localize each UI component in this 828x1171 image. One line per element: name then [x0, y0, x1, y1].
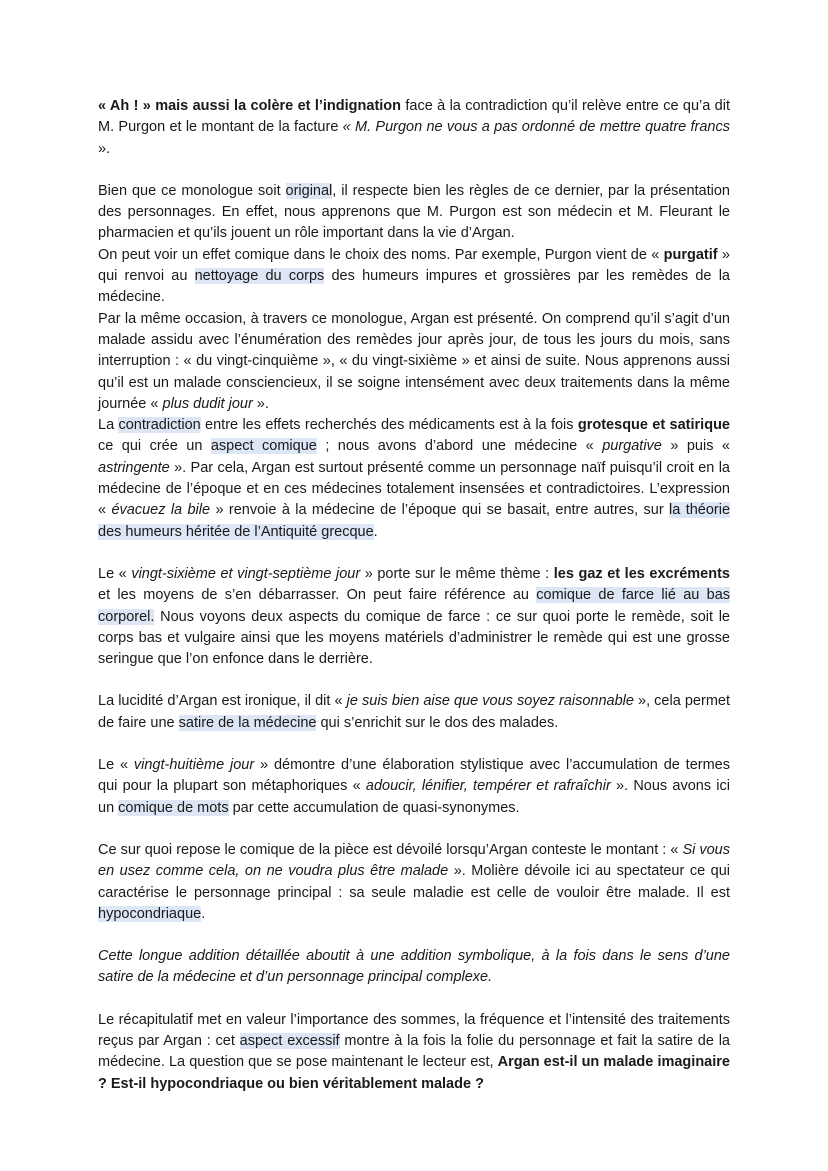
- italic-text: Si vous en usez comme cela, on ne voudra plus être malade: [98, 841, 730, 880]
- text-run: Bien que ce monologue soit: [98, 182, 286, 199]
- paragraph: [98, 564, 730, 670]
- text-run: des humeurs impures et grossières par les remèdes de la médecine.: [98, 268, 730, 306]
- highlighted-text: aspect comique: [210, 438, 317, 455]
- text-run: », cela permet de faire une: [98, 693, 730, 731]
- text-run: et les moyens de s’en débarrasser. On peut faire référence au: [98, 587, 537, 604]
- text-run: » qui renvoi au: [98, 246, 730, 285]
- document-body: [98, 96, 730, 1095]
- paragraph: [98, 946, 730, 989]
- text-run: La lucidité d’Argan est ironique, il dit «: [98, 693, 347, 710]
- paragraph: [98, 415, 730, 543]
- bold-text: « Ah ! » mais aussi la colère et l’indignation: [98, 98, 402, 114]
- text-run: Ce sur quoi repose le comique de la pièce est dévoilé lorsqu’Argan conteste le montant : «: [98, 841, 683, 858]
- italic-text: Cette longue addition détaillée aboutit à une addition symbolique, à la fois dans le sens d’une satire de la médecine et d’un personnage principal complexe.: [98, 948, 730, 986]
- text-run: » démontre d’une élaboration stylistique avec l’accumulation de termes qui pour la plupart son métaphoriques «: [98, 757, 730, 795]
- italic-text: évacuez la bile: [111, 502, 211, 519]
- italic-text: je suis bien aise que vous soyez raisonnable: [346, 693, 634, 710]
- paragraph: [98, 245, 730, 309]
- highlighted-text: nettoyage du corps: [194, 268, 325, 285]
- text-run: qui s’enrichit sur le dos des malades.: [316, 714, 559, 731]
- text-run: Le «: [98, 565, 132, 582]
- text-run: ».: [252, 395, 269, 412]
- text-run: Le «: [98, 757, 134, 774]
- text-run: ; nous avons d’abord une médecine «: [316, 438, 603, 455]
- text-run: entre les effets recherchés des médicaments est à la fois: [200, 417, 578, 434]
- text-run: » puis «: [661, 438, 730, 455]
- italic-text: astringente: [98, 459, 170, 476]
- text-run: La: [98, 417, 119, 434]
- highlighted-text: original: [285, 182, 333, 199]
- bold-text: Argan est-il un malade imaginaire ? Est-il hypocondriaque ou bien véritablement malade ?: [98, 1054, 730, 1092]
- text-run: ». Molière dévoile ici au spectateur ce qui caractérise le personnage principal : sa seule maladie est celle de vouloir être malade. Il est: [98, 863, 730, 901]
- paragraph: [98, 840, 730, 925]
- text-run: ».: [98, 140, 111, 157]
- highlighted-text: aspect excessif: [239, 1032, 340, 1049]
- highlighted-text: satire de la médecine: [178, 714, 317, 731]
- text-run: Le récapitulatif met en valeur l’importance des sommes, la fréquence et l’intensité des traitements reçus par Argan : cet: [98, 1011, 730, 1049]
- highlighted-text: hypocondriaque: [98, 905, 202, 922]
- text-run: par cette accumulation de quasi-synonymes.: [228, 799, 520, 816]
- italic-text: plus dudit jour: [162, 395, 253, 412]
- highlighted-text: comique de mots: [118, 799, 229, 816]
- paragraph: [98, 755, 730, 819]
- italic-text: purgative: [602, 438, 662, 455]
- text-run: Nous voyons deux aspects du comique de farce : ce sur quoi porte le remède, soit le corps bas et vulgaire ainsi que les moyens matériels d’administrer le remède qui est une grosse seringue que l’on enfonce dans le derrière.: [98, 608, 730, 668]
- text-run: ». Par cela, Argan est surtout présenté comme un personnage naïf puisqu’il croit en la médecine de l’époque et en ces médecines totalement insensées et contradictoires. L’expression «: [98, 459, 730, 519]
- paragraph: [98, 309, 730, 415]
- text-run: .: [201, 905, 206, 922]
- text-run: ». Nous avons ici un: [98, 778, 730, 816]
- text-run: .: [373, 523, 378, 540]
- text-run: » renvoie à la médecine de l’époque qui se basait, entre autres, sur: [210, 502, 670, 519]
- highlighted-text: comique de farce lié au bas corporel.: [98, 587, 731, 625]
- text-run: Par la même occasion, à travers ce monologue, Argan est présenté. On comprend qu’il s’agit d’un malade assidu avec l’énumération des remèdes jour après jour, de tous les jours du mois, sans interruption : « du vingt-cinquième », « du vingt-sixième » et ainsi de suite. Nous apprenons aussi qu’il est un malade consciencieux, il se soigne intensément avec deux traitements dans la même journée «: [98, 310, 730, 412]
- bold-text: purgatif: [663, 246, 718, 263]
- bold-text: grotesque et satirique: [577, 417, 730, 434]
- paragraph: [98, 181, 730, 245]
- paragraph: [98, 691, 730, 734]
- italic-text: vingt-sixième et vingt-septième jour: [131, 565, 361, 582]
- text-run: face à la contradiction qu’il relève entre ce qu’a dit M. Purgon et le montant de la facture: [98, 98, 730, 136]
- text-run: » porte sur le même thème :: [360, 565, 554, 582]
- italic-text: « M. Purgon ne vous a pas ordonné de mettre quatre francs: [342, 119, 730, 136]
- italic-text: adoucir, lénifier, tempérer et rafraîchir: [365, 778, 611, 795]
- paragraph: [98, 96, 730, 160]
- highlighted-text: contradiction: [118, 417, 201, 434]
- text-run: , il respecte bien les règles de ce dernier, par la présentation des personnages. En effet, nous apprenons que M. Purgon est son médecin et M. Fleurant le pharmacien et qu’ils jouent un rôle important dans la vie d’Argan.: [98, 182, 730, 242]
- text-run: montre à la fois la folie du personnage et fait la satire de la médecine. La question que se pose maintenant le lecteur est,: [98, 1032, 730, 1071]
- text-run: On peut voir un effet comique dans le choix des noms. Par exemple, Purgon vient de «: [98, 246, 664, 263]
- bold-text: les gaz et les excréments: [553, 565, 730, 582]
- paragraph: [98, 1010, 730, 1095]
- italic-text: vingt-huitième jour: [133, 757, 255, 774]
- highlighted-text: la théorie des humeurs héritée de l’Antiquité grecque: [98, 502, 731, 540]
- text-run: ce qui crée un: [98, 438, 211, 455]
